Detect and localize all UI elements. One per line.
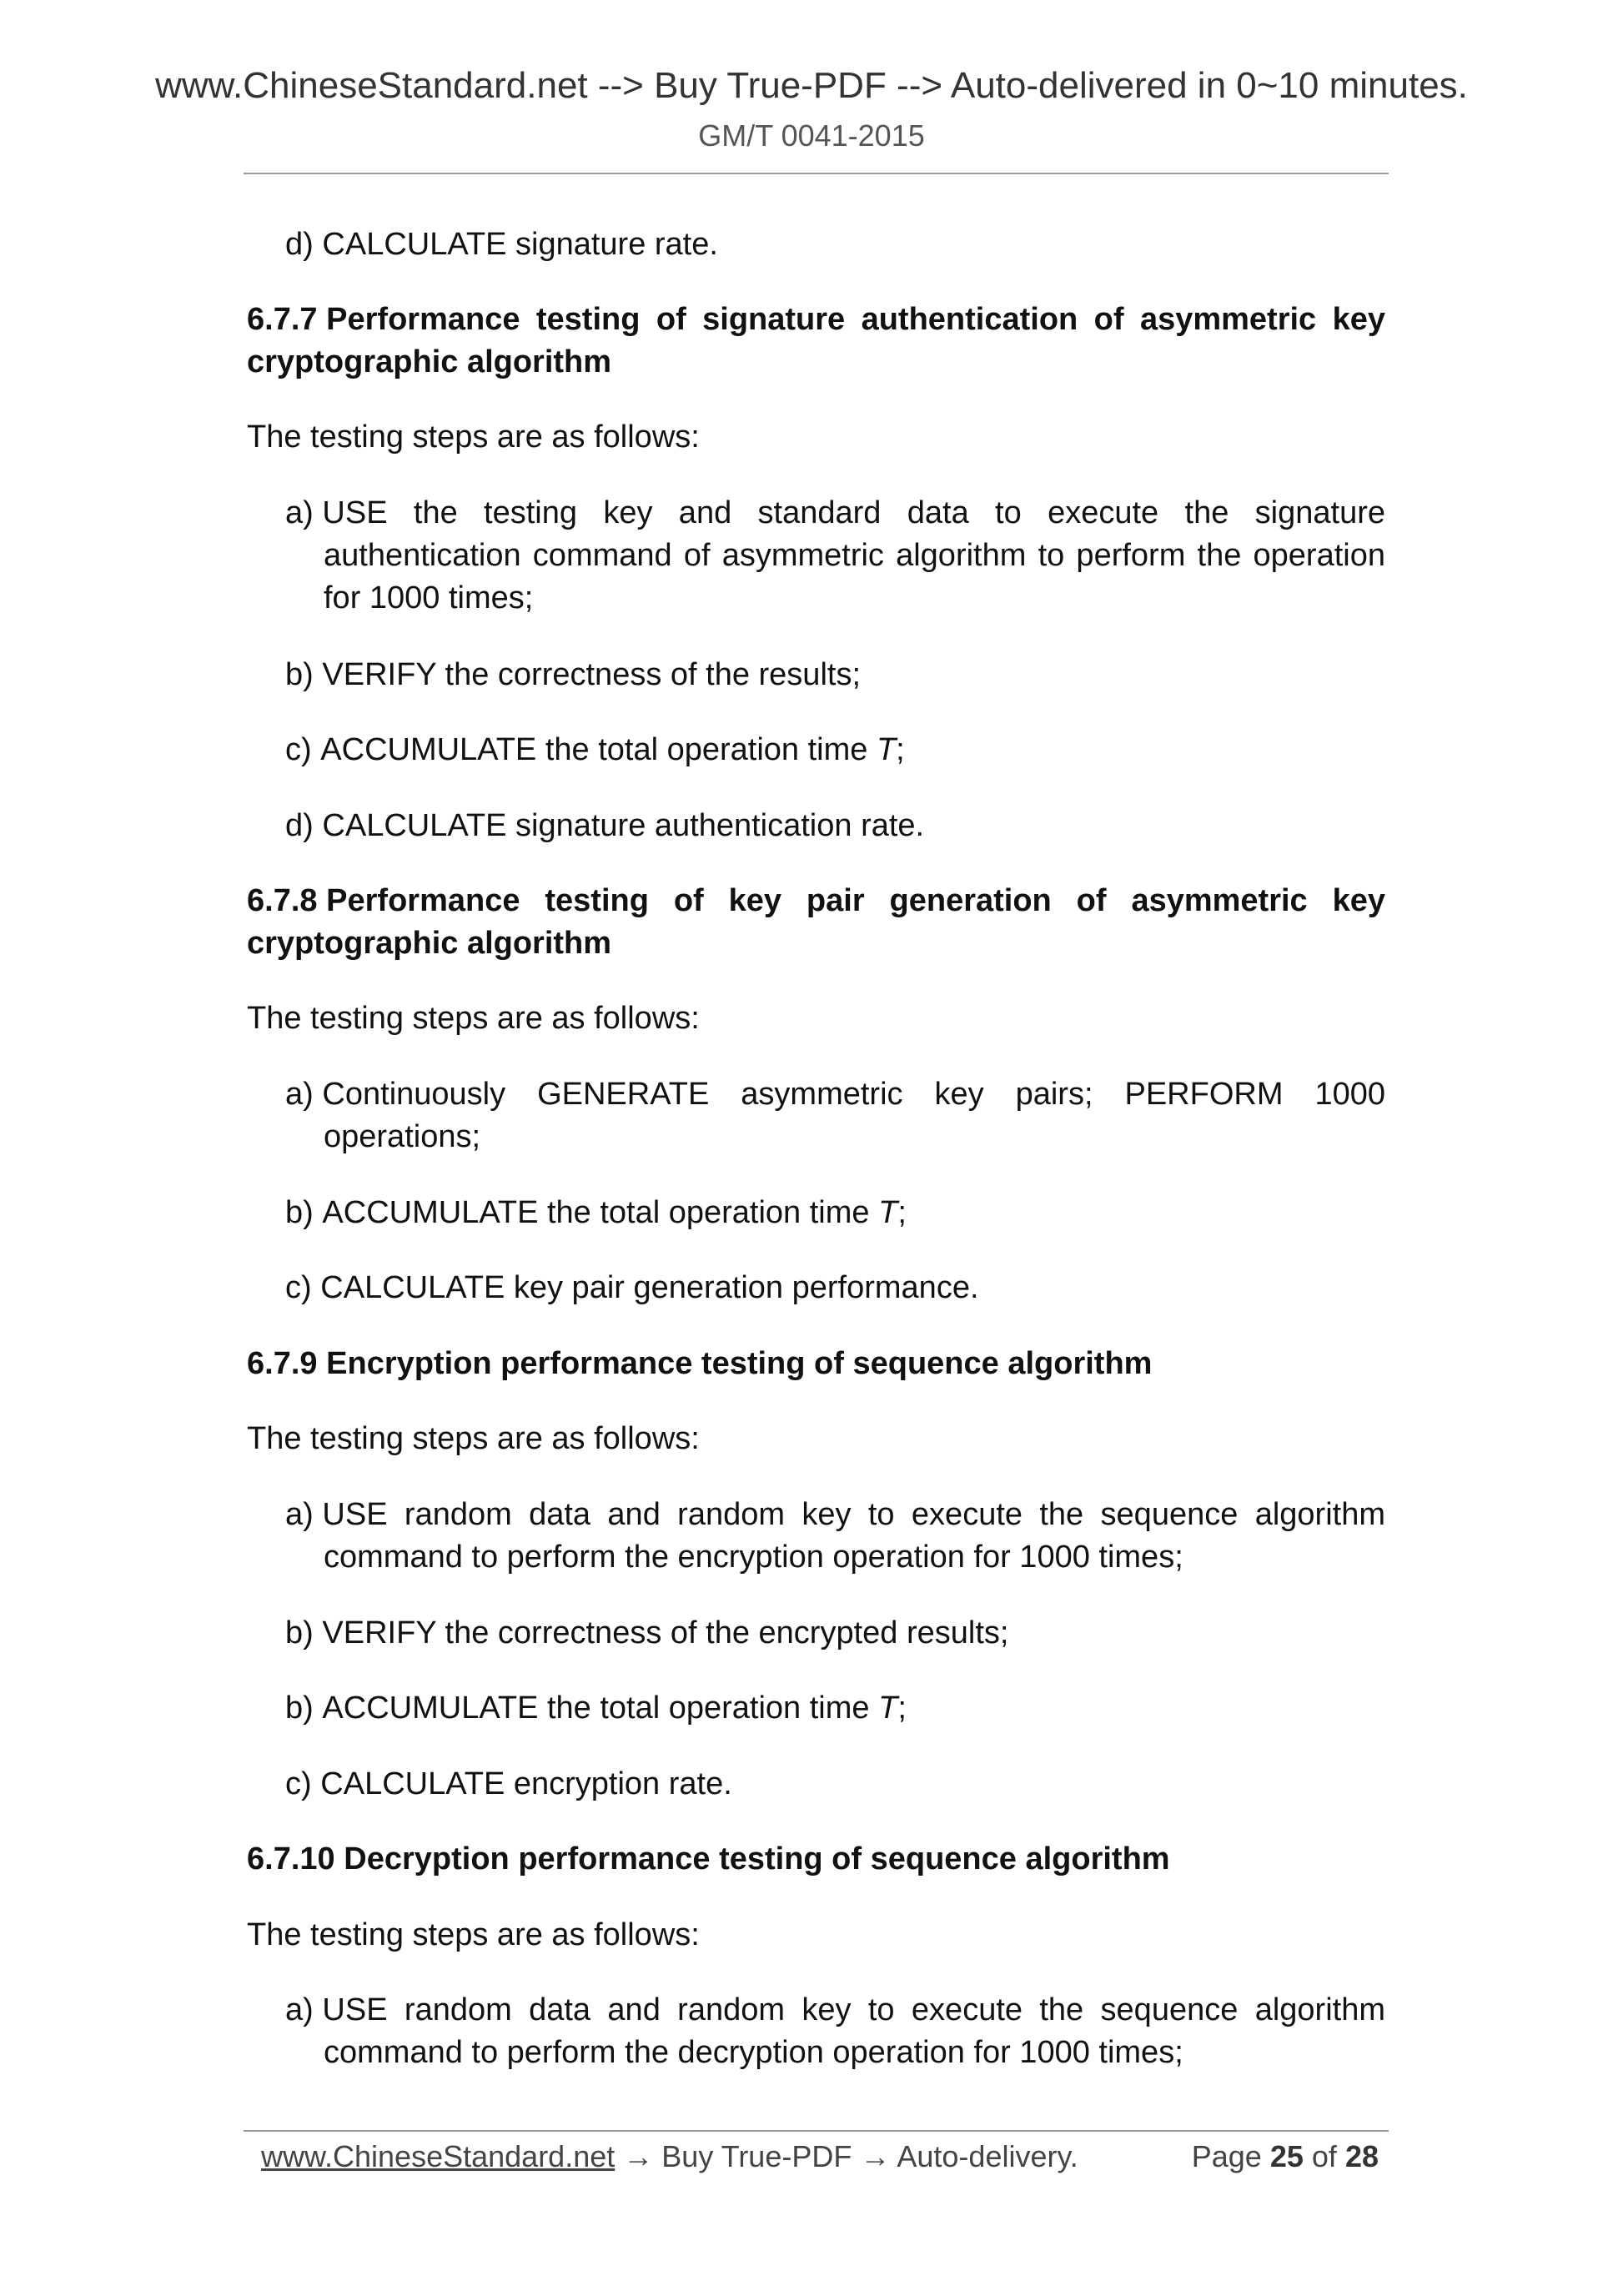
section-lead: The testing steps are as follows: [247, 1421, 700, 1456]
list-item [285, 1192, 1385, 1234]
section-number: 6.7.8 [247, 883, 318, 918]
list-marker: c) [285, 1766, 312, 1801]
variable-t: T [876, 732, 897, 767]
section-title: Decryption performance testing of sequence algorithm [344, 1841, 1170, 1876]
footer-buy-text: Buy True-PDF [661, 2139, 852, 2173]
list-marker: b) [285, 657, 314, 692]
list-item-text: ACCUMULATE the total operation time [322, 1195, 879, 1230]
footer-promo [261, 2132, 1078, 2182]
site-banner: www.ChineseStandard.net --> Buy True-PDF --> Auto-delivered in 0~10 minutes. [155, 65, 1468, 106]
list-marker: a) [285, 1992, 314, 2027]
section-number: 6.7.7 [247, 302, 318, 337]
list-item [285, 1494, 1385, 1579]
list-item [285, 1687, 1385, 1730]
section-title: Encryption performance testing of sequence algorithm [326, 1346, 1153, 1381]
list-item-tail: ; [896, 732, 905, 767]
page-current: 25 [1269, 2139, 1304, 2173]
list-marker: b) [285, 1195, 314, 1230]
list-marker: c) [285, 1270, 312, 1305]
document-code: GM/T 0041-2015 [698, 118, 925, 153]
list-item-text: USE the testing key and standard data to execute the signature authentication command of asymmetric algorithm to perform the operation for 1000 times; [322, 495, 1385, 615]
section-lead: The testing steps are as follows: [247, 1001, 700, 1036]
header-divider [244, 173, 1389, 174]
list-marker: d) [285, 808, 314, 843]
list-marker: d) [285, 227, 314, 262]
page-total: 28 [1344, 2139, 1379, 2173]
footer-site-link[interactable]: www.ChineseStandard.net [261, 2139, 616, 2173]
list-marker: a) [285, 1077, 314, 1112]
list-item-text: CALCULATE encryption rate. [320, 1766, 732, 1801]
arrow-icon: → [623, 2139, 654, 2173]
list-item [285, 1073, 1385, 1158]
section-heading-6-7-10 [247, 1838, 1385, 1881]
list-item-text: USE random data and random key to execute the sequence algorithm command to perform the encryption operation for 1000 times; [322, 1497, 1385, 1575]
list-item-text: CALCULATE signature authentication rate. [322, 808, 925, 843]
list-item [285, 654, 1385, 696]
list-marker: b) [285, 1691, 314, 1726]
list-item-text: CALCULATE signature rate. [322, 227, 718, 262]
section-title: Performance testing of key pair generation of asymmetric key cryptographic algorithm [247, 883, 1385, 961]
footer-delivery-text: Auto-delivery. [897, 2139, 1078, 2173]
list-item [285, 1267, 1385, 1309]
list-item-text: ACCUMULATE the total operation time [322, 1691, 879, 1726]
section-lead: The testing steps are as follows: [247, 420, 700, 455]
list-item-text: Continuously GENERATE asymmetric key pairs; PERFORM 1000 operations; [322, 1077, 1385, 1154]
list-item-text: ACCUMULATE the total operation time [320, 732, 877, 767]
variable-t: T [878, 1195, 898, 1230]
list-item [285, 1989, 1385, 2074]
list-item [285, 492, 1385, 620]
page-number [1192, 2132, 1379, 2182]
section-heading-6-7-8 [247, 880, 1385, 965]
page-label: Page [1191, 2139, 1262, 2173]
of-label: of [1311, 2139, 1337, 2173]
section-number: 6.7.9 [247, 1346, 318, 1381]
variable-t: T [878, 1691, 898, 1726]
list-marker: a) [285, 495, 314, 530]
list-marker: a) [285, 1497, 314, 1532]
page-footer [261, 2132, 1379, 2182]
list-item-text: CALCULATE key pair generation performance. [320, 1270, 979, 1305]
list-item [285, 224, 1385, 266]
list-item-text: USE random data and random key to execute the sequence algorithm command to perform the decryption operation for 1000 times; [322, 1992, 1385, 2070]
arrow-icon: → [860, 2139, 891, 2173]
list-item [285, 1763, 1385, 1806]
list-item [285, 1612, 1385, 1655]
list-marker: b) [285, 1615, 314, 1650]
section-heading-6-7-9 [247, 1343, 1385, 1385]
list-item-text: VERIFY the correctness of the results; [322, 657, 861, 692]
section-lead: The testing steps are as follows: [247, 1917, 700, 1952]
list-marker: c) [285, 732, 312, 767]
list-item [285, 805, 1385, 847]
list-item-tail: ; [897, 1195, 907, 1230]
section-heading-6-7-7 [247, 299, 1385, 384]
section-number: 6.7.10 [247, 1841, 335, 1876]
section-title: Performance testing of signature authentication of asymmetric key cryptographic algorithm [247, 302, 1385, 379]
list-item-tail: ; [897, 1691, 907, 1726]
list-item [285, 729, 1385, 771]
list-item-text: VERIFY the correctness of the encrypted results; [322, 1615, 1009, 1650]
